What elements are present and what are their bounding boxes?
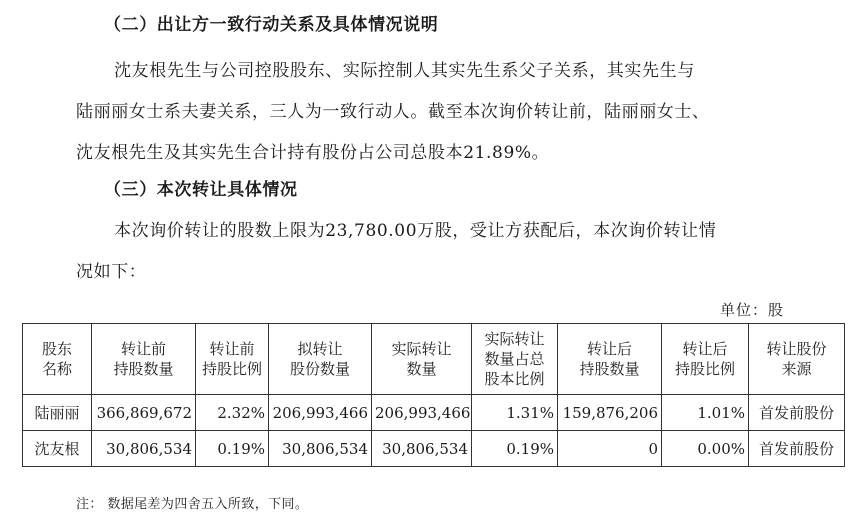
header-ratio-after: 转让后 持股比例 (662, 324, 749, 395)
cell-shares-after: 0 (558, 431, 662, 467)
cell-actual-ratio: 1.31% (472, 395, 558, 431)
cell-actual-transfer: 30,806,534 (372, 431, 472, 467)
header-shareholder-name: 股东 名称 (23, 324, 92, 395)
cell-shares-after: 159,876,206 (558, 395, 662, 431)
header-shares-before: 转让前 持股数量 (92, 324, 196, 395)
header-actual-ratio: 实际转让 数量占总 股本比例 (472, 324, 558, 395)
paragraph-line: 陆丽丽女士系夫妻关系，三人为一致行动人。截至本次询价转让前，陆丽丽女士、 (76, 102, 710, 122)
cell-actual-transfer: 206,993,466 (372, 395, 472, 431)
cell-ratio-after: 0.00% (662, 431, 749, 467)
header-actual-transfer: 实际转让 数量 (372, 324, 472, 395)
table-header-row (23, 324, 845, 395)
section-2-heading: （二）出让方一致行动关系及具体情况说明 (104, 15, 439, 35)
header-share-source: 转让股份 来源 (749, 324, 845, 395)
cell-shareholder-name: 沈友根 (23, 431, 92, 467)
cell-share-source: 首发前股份 (749, 395, 845, 431)
cell-shares-before: 30,806,534 (92, 431, 196, 467)
header-shares-after: 转让后 持股数量 (558, 324, 662, 395)
cell-share-source: 首发前股份 (749, 431, 845, 467)
share-transfer-table (22, 323, 845, 467)
cell-ratio-after: 1.01% (662, 395, 749, 431)
cell-planned-transfer: 30,806,534 (269, 431, 372, 467)
cell-shareholder-name: 陆丽丽 (23, 395, 92, 431)
cell-ratio-before: 2.32% (196, 395, 269, 431)
footnote: 注： 数据尾差为四舍五入所致，下同。 (76, 497, 309, 512)
section-3-heading: （三）本次转让具体情况 (104, 180, 298, 200)
cell-planned-transfer: 206,993,466 (269, 395, 372, 431)
header-ratio-before: 转让前 持股比例 (196, 324, 269, 395)
table-row (23, 431, 845, 467)
table-row (23, 395, 845, 431)
cell-actual-ratio: 0.19% (472, 431, 558, 467)
header-planned-transfer: 拟转让 股份数量 (269, 324, 372, 395)
paragraph-line: 沈友根先生及其实先生合计持有股份占公司总股本21.89%。 (76, 143, 550, 163)
paragraph-line: 沈友根先生与公司控股股东、实际控制人其实先生系父子关系，其实先生与 (114, 61, 695, 81)
unit-label: 单位：股 (720, 301, 785, 319)
paragraph-line: 况如下： (76, 262, 147, 282)
cell-ratio-before: 0.19% (196, 431, 269, 467)
cell-shares-before: 366,869,672 (92, 395, 196, 431)
paragraph-line: 本次询价转让的股数上限为23,780.00万股，受让方获配后，本次询价转让情 (114, 221, 717, 241)
